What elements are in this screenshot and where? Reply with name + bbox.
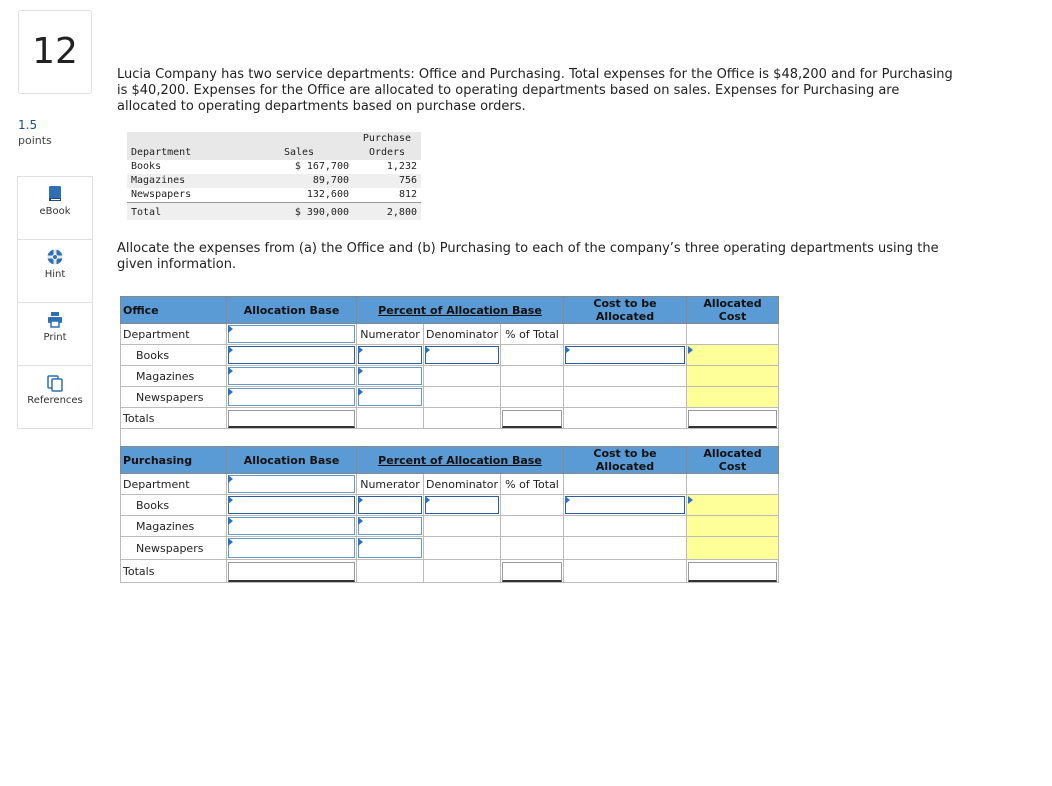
row-label-books: Books (121, 345, 227, 366)
purchasing-newspapers-numerator-input[interactable] (358, 538, 422, 558)
data-row-orders: 756 (353, 174, 421, 188)
purchasing-books-denominator-input[interactable] (425, 496, 499, 514)
purchasing-magazines-allocated-cell[interactable] (687, 516, 779, 537)
office-base-header-input[interactable] (228, 325, 355, 343)
row-label-magazines: Magazines (121, 516, 227, 537)
denominator-label: Denominator (424, 324, 501, 345)
data-total-label: Total (127, 203, 245, 221)
purchasing-base-total[interactable] (228, 562, 355, 582)
department-label: Department (121, 324, 227, 345)
purchasing-books-base-input[interactable] (228, 496, 355, 514)
purchasing-allocated-total[interactable] (688, 562, 777, 582)
problem-intro: Lucia Company has two service departments: Office and Purchasing. Total expenses for the Office is $48,200 and for Purchasing is $40,200. Expenses for the Office are allocated to operating departments based on sales. Expenses for Purchasing are allocated to operating departments based on purchase orders. (117, 67, 953, 114)
office-newspapers-allocated-cell[interactable] (687, 387, 779, 408)
totals-label: Totals (121, 408, 227, 429)
data-row-sales: 89,700 (245, 174, 353, 188)
allocation-base-header: Allocation Base (227, 297, 357, 324)
references-label: References (27, 395, 83, 406)
orders-header: Orders (353, 146, 421, 160)
office-books-denominator-input[interactable] (425, 346, 499, 364)
purchasing-newspapers-base-input[interactable] (228, 538, 355, 558)
data-row-department: Books (131, 161, 162, 172)
totals-label: Totals (121, 560, 227, 583)
data-total-orders: 2,800 (353, 203, 421, 221)
data-total-sales: $ 390,000 (245, 203, 353, 221)
cost-header: Cost to be Allocated (564, 297, 687, 324)
hint-label: Hint (44, 269, 66, 280)
numerator-label: Numerator (357, 324, 424, 345)
allocated-header: Allocated Cost (687, 447, 779, 474)
purchasing-base-header-input[interactable] (228, 475, 355, 493)
data-row-department: Magazines (127, 174, 245, 188)
ebook-button[interactable] (18, 185, 92, 240)
purchasing-pct-total[interactable] (502, 562, 562, 582)
print-button[interactable] (18, 311, 92, 366)
department-label: Department (121, 474, 227, 495)
sales-header: Sales (245, 146, 353, 160)
office-newspapers-base-input[interactable] (228, 388, 355, 406)
points-value: 1.5 (18, 118, 38, 132)
allocated-header: Allocated Cost (687, 297, 779, 324)
data-row-sales: 132,600 (306, 189, 349, 200)
department-data-table (127, 132, 421, 220)
references-button[interactable] (18, 374, 92, 428)
ebook-label: eBook (39, 206, 71, 217)
documents-icon (46, 374, 64, 392)
office-magazines-base-input[interactable] (228, 367, 355, 385)
problem-instruction: Allocate the expenses from (a) the Office and (b) Purchasing to each of the company’s three operating departments using the given information. (117, 241, 939, 272)
question-number: 12 (18, 10, 92, 94)
office-newspapers-numerator-input[interactable] (358, 388, 422, 406)
purchasing-allocation-table (120, 446, 779, 583)
allocation-base-header: Allocation Base (227, 447, 357, 474)
office-books-cost-input[interactable] (565, 346, 685, 364)
row-label-newspapers: Newspapers (121, 387, 227, 408)
office-allocated-total[interactable] (688, 410, 777, 428)
tool-panel (17, 176, 93, 429)
office-magazines-allocated-cell[interactable] (687, 366, 779, 387)
numerator-label: Numerator (357, 474, 424, 495)
points-label: points (18, 134, 52, 147)
data-row-department: Newspapers (131, 189, 192, 200)
office-books-numerator-input[interactable] (358, 346, 422, 364)
office-title: Office (121, 297, 227, 324)
purchase-header: Purchase (353, 132, 421, 146)
printer-icon (46, 311, 64, 329)
cost-header: Cost to be Allocated (564, 447, 687, 474)
data-row-orders: 812 (398, 189, 417, 200)
purchasing-newspapers-allocated-cell[interactable] (687, 537, 779, 560)
purchasing-magazines-numerator-input[interactable] (358, 517, 422, 535)
row-label-magazines: Magazines (121, 366, 227, 387)
office-books-allocated-cell[interactable] (687, 345, 779, 366)
purchasing-title: Purchasing (121, 447, 227, 474)
lifebuoy-icon (46, 248, 64, 266)
row-label-books: Books (121, 495, 227, 516)
purchasing-books-cost-input[interactable] (565, 496, 685, 514)
office-allocation-table (120, 296, 779, 452)
purchasing-books-allocated-cell[interactable] (687, 495, 779, 516)
office-magazines-numerator-input[interactable] (358, 367, 422, 385)
percent-header-text: Percent of Allocation Base (378, 303, 542, 317)
purchasing-magazines-base-input[interactable] (228, 517, 355, 535)
pct-total-label: % of Total (501, 324, 564, 345)
percent-header (357, 447, 564, 474)
percent-header-text: Percent of Allocation Base (378, 453, 542, 467)
department-header: Department (127, 146, 245, 160)
denominator-label: Denominator (424, 474, 501, 495)
office-books-base-input[interactable] (228, 346, 355, 364)
print-label: Print (43, 332, 67, 343)
data-row-orders: 1,232 (386, 161, 417, 172)
purchasing-books-numerator-input[interactable] (358, 496, 422, 514)
pct-total-label: % of Total (501, 474, 564, 495)
hint-button[interactable] (18, 248, 92, 303)
office-pct-total[interactable] (502, 410, 562, 428)
book-icon (46, 185, 64, 203)
percent-header (357, 297, 564, 324)
data-row-sales: $ 167,700 (294, 161, 349, 172)
office-base-total[interactable] (228, 410, 355, 428)
row-label-newspapers: Newspapers (121, 537, 227, 560)
